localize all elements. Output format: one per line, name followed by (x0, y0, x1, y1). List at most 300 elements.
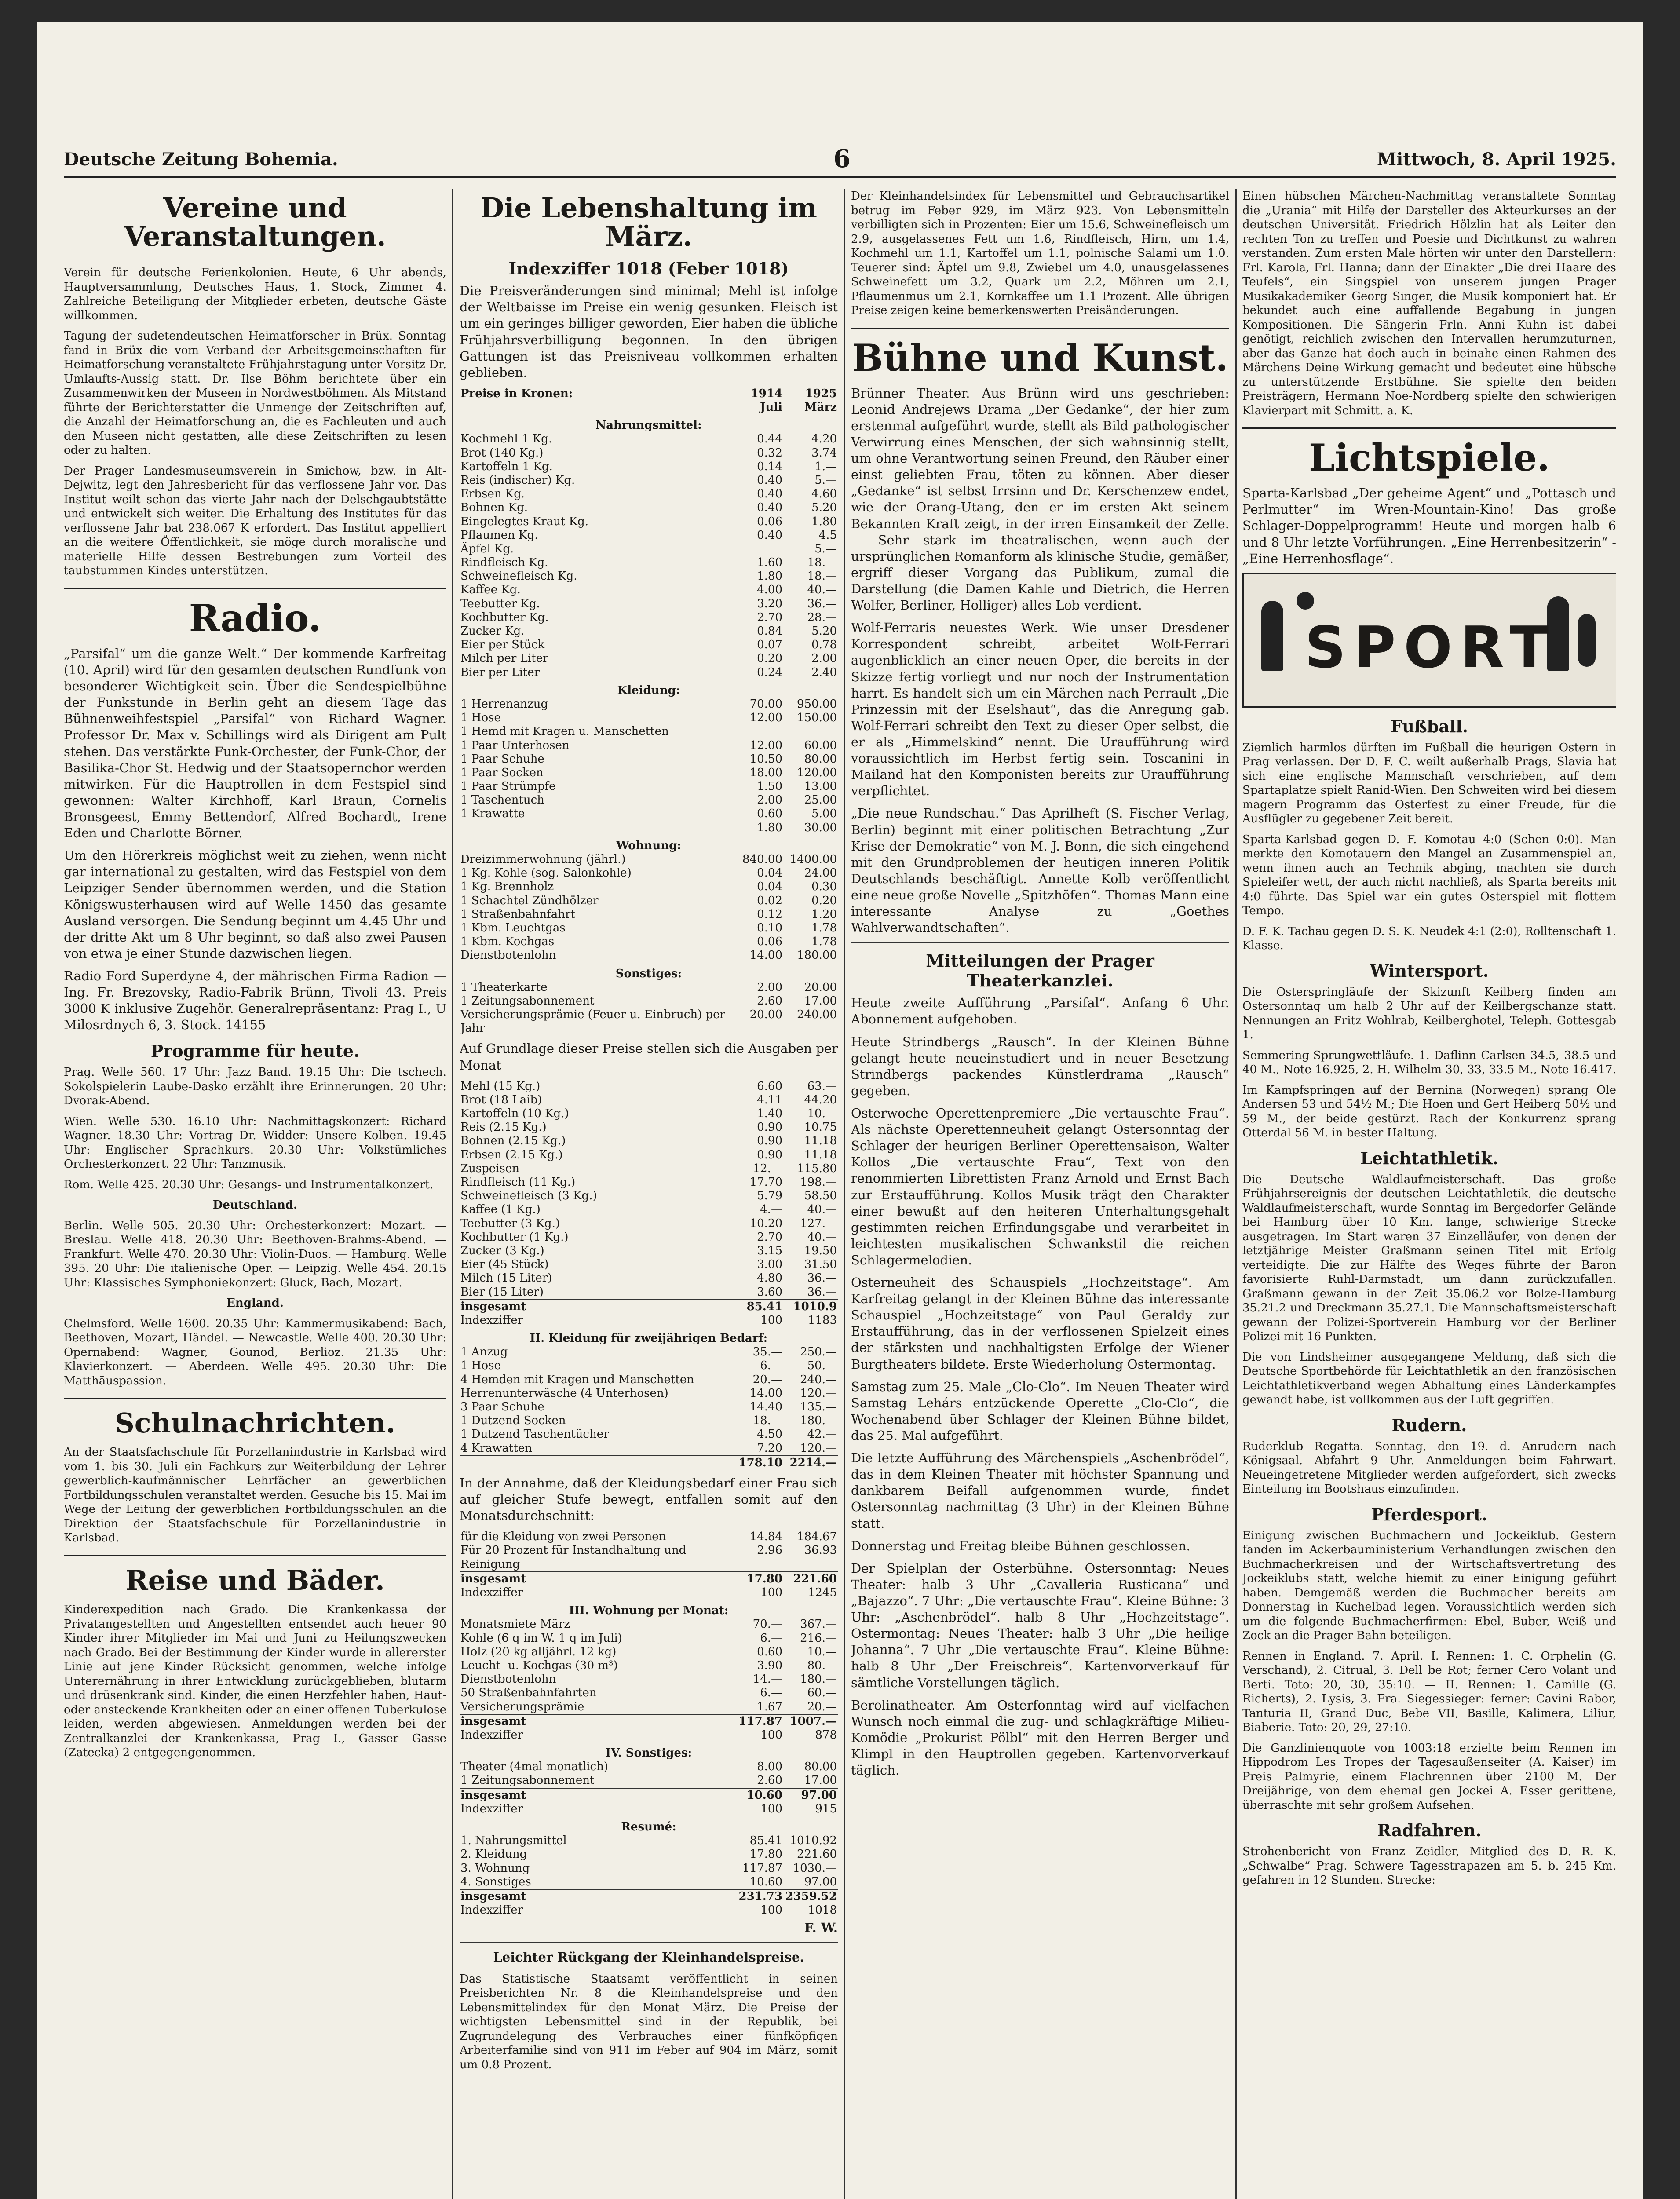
item-label: 3 Paar Schuhe (460, 1400, 544, 1414)
table-header-month: Juli (760, 401, 782, 414)
paper-name: Deutsche Zeitung Bohemia. (64, 149, 338, 170)
table-row (460, 1217, 838, 1231)
item-label: Rindfleisch Kg. (460, 556, 548, 570)
item-label: Bohnen Kg. (460, 501, 528, 515)
column-1 (64, 189, 446, 2199)
table-row (460, 935, 838, 949)
item-price: 0.90 (757, 1121, 782, 1134)
item-price: 11.18 (804, 1134, 837, 1148)
table-row (460, 1231, 838, 1244)
item-price: 12.00 (749, 738, 782, 752)
table-row (460, 597, 838, 611)
item-price (729, 725, 783, 738)
item-label: Theater (4mal monatlich) (460, 1760, 609, 1774)
table-row (460, 1345, 838, 1359)
subsection-title-pferdesport: Pferdesport. (1371, 1504, 1487, 1524)
item-label (460, 821, 729, 835)
item-label: Schweinefleisch (3 Kg.) (460, 1189, 597, 1203)
item-price: 2.96 (757, 1544, 782, 1557)
article-paragraph: Kinderexpedition nach Grado. Die Krankenkassa der Privatangestellten und Angestellten entsendet auch heuer 90 Kinder ihrer Mitglieder im Mai und Juni zu Heilungszwecken nach Grado. Bei der Bestimmung der Kinder wurde in allererster Linie auf jene Kinder Rücksicht genommen, welche infolge Unterernährung in ihrer Entwicklung zurückgeblieben, blutarm und drüsenkrank sind. Kinder, die einen Herzfehler haben, Haut- oder ansteckende Krankheiten oder an einer offenen Tuberkulose leiden, werden abgewiesen. Anmeldungen werden bei der Zentralkanzlei der Krankenkassa, Prag I., Gasser Gasse (Zatecka) 2 entgegengenommen. (64, 1603, 446, 1760)
item-price: 2.00 (811, 652, 837, 665)
item-price: 17.00 (804, 994, 837, 1008)
item-price: 58.50 (804, 1189, 837, 1203)
total-value: 117.87 (729, 1714, 783, 1728)
table-row (460, 625, 838, 638)
item-label: Milch per Liter (460, 652, 548, 665)
index-value: 1183 (807, 1313, 837, 1327)
item-price: 5.00 (811, 807, 837, 821)
table-row (460, 446, 838, 460)
item-price: 127.— (800, 1216, 837, 1230)
table-row (460, 908, 838, 921)
item-label: Herrenunterwäsche (4 Unterhosen) (460, 1386, 668, 1400)
item-price: 0.84 (757, 625, 782, 638)
item-label: Erbsen Kg. (460, 487, 525, 501)
item-label: 1 Taschentuch (460, 793, 544, 807)
item-price: 7.20 (757, 1441, 782, 1455)
table-row (460, 529, 838, 542)
total-value: 2214.— (783, 1456, 838, 1470)
item-price: 13.00 (804, 780, 837, 793)
article-paragraph: Die Preisveränderungen sind minimal; Mehl ist infolge der Weltbaisse im Preise ein wenig gesunken. Fleisch ist um ein geringes billiger geworden, Eier haben die übliche Frühjahrsverbilligung begonnen. In den übrigen Gattungen ist das Preisniveau vollkommen erhalten geblieben. (460, 283, 838, 380)
table-row (460, 921, 838, 935)
article-paragraph: Sparta-Karlsbad gegen D. F. Komotau 4:0 (Schen 0:0). Man merkte den Komotauern den Mangel an Zusammenspiel an, wenn ihnen auch an Technik abging, machten sie durch Spieleifer wett, der auch nicht nachließ, als Sparta bereits mit 4:0 führte. Das Spiel war ein gutes Osterspiel mit flottem Tempo. (1242, 833, 1616, 918)
item-label: Pflaumen Kg. (460, 528, 538, 542)
item-label: Bohnen (2.15 Kg.) (460, 1134, 566, 1148)
divider (64, 1398, 446, 1399)
item-price: 17.80 (749, 1848, 782, 1861)
total-value: 10.60 (729, 1788, 783, 1802)
item-label: Mehl (15 Kg.) (460, 1079, 541, 1093)
item-price: 1.78 (811, 935, 837, 949)
table-row (460, 1618, 838, 1631)
total-label: insgesamt (460, 1788, 729, 1802)
program-country: Deutschland. (212, 1198, 298, 1212)
table-row (460, 1162, 838, 1176)
item-price: 3.60 (757, 1285, 782, 1299)
item-price: 10.20 (749, 1216, 782, 1230)
item-label: Zucker Kg. (460, 625, 525, 638)
item-price: 19.50 (804, 1244, 837, 1257)
column-2 (460, 189, 838, 2199)
item-label: Erbsen (2.15 Kg.) (460, 1148, 563, 1162)
total-label: insgesamt (460, 1572, 729, 1586)
item-price: 12.00 (749, 711, 782, 725)
article-paragraph: Einigung zwischen Buchmachern und Jockeiklub. Gestern fanden im Ackerbauministerium Verhandlungen zwischen den Buchmacherkreisen und der Wirtschaftsvertretung des Jockeiklubs statt, welche hiemit zu einer Einigung geführt haben. Demgemäß werden die Buchmacher bereits am Donnerstag in Kuchelbad legen. Voraussichtlich werden sich um die folgende Buchmacherfirmen: Ebel, Buber, Weiß und Zock an die Prager Bahn beteiligen. (1242, 1529, 1616, 1643)
table-row (460, 556, 838, 570)
expense-table (460, 1080, 838, 1470)
section-title-reise: Reise und Bäder. (125, 1564, 385, 1596)
table-row (460, 1875, 838, 1889)
item-price: 240.00 (797, 1008, 837, 1022)
table-row (460, 1544, 838, 1571)
item-price: 0.32 (757, 446, 782, 460)
item-price: 4.00 (757, 583, 782, 597)
article-paragraph: Die Ganzlinienquote von 1003:18 erzielte beim Rennen im Hippodrom Les Tropes der Tagesaußenseiter (A. Kaiser) im Preis Palmyrie, einem Flachrennen über 2100 M. Der Dreijährige, von dem ehemal gen Jockei A. Esser gerittene, überraschte mit sehr großem Aufsehen. (1242, 1741, 1616, 1812)
index-value: 915 (815, 1802, 837, 1815)
item-label: Leucht- u. Kochgas (30 m³) (460, 1658, 618, 1672)
section-title-buehne: Bühne und Kunst. (852, 336, 1228, 380)
item-price: 0.06 (757, 515, 782, 528)
table-row (460, 1121, 838, 1134)
item-label: Äpfel Kg. (460, 542, 514, 555)
item-label: 1 Kbm. Leuchtgas (460, 921, 566, 935)
article-paragraph: Um den Hörerkreis möglichst weit zu ziehen, wenn nicht gar international zu gestalten, wird das Festspiel von dem Leipziger Sender übernommen werden, und die Station Königswusterhausen wird auf Welle 1450 das gesamte Ausland versorgen. Die Sendung beginnt um 4.45 Uhr und der dritte Akt um 8 Uhr beginnt, so daß also zwei Pausen von etwa je einer Stunde dazwischen liegen. (64, 848, 446, 961)
table-section: Wohnung: (616, 839, 681, 852)
table-row (460, 515, 838, 529)
table-row (460, 725, 838, 738)
index-value: 1245 (807, 1586, 837, 1600)
item-label: Kochbutter Kg. (460, 610, 549, 624)
table-row (460, 1387, 838, 1400)
item-price: 184.67 (797, 1530, 837, 1544)
item-label: Eingelegtes Kraut Kg. (460, 515, 589, 528)
table-row (460, 1774, 838, 1788)
total-value: 1007.— (783, 1714, 838, 1728)
table-row (460, 474, 838, 487)
item-price: 35.— (752, 1345, 782, 1359)
item-label: Kartoffeln (10 Kg.) (460, 1107, 569, 1121)
subsection-title-fussball: Fußball. (1390, 716, 1468, 736)
item-label: Kochbutter (1 Kg.) (460, 1230, 569, 1244)
item-price: 18.— (807, 556, 837, 570)
item-price: 6.— (760, 1359, 782, 1373)
item-price: 63.— (807, 1079, 837, 1093)
table-row (460, 1148, 838, 1162)
item-label: Schweinefleisch Kg. (460, 570, 577, 583)
item-price: 0.20 (811, 894, 837, 907)
column-3 (851, 189, 1229, 2199)
item-label: 1 Paar Schuhe (460, 752, 544, 766)
item-price: 1.80 (757, 821, 782, 834)
item-price: 120.— (800, 1441, 837, 1455)
table-header-year: 1914 (750, 387, 782, 400)
item-price: 1.80 (811, 515, 837, 528)
item-label: 3. Wohnung (460, 1861, 530, 1875)
item-label: 1 Dutzend Socken (460, 1414, 566, 1428)
item-price: 0.10 (757, 921, 782, 935)
divider (851, 328, 1229, 329)
item-price: 2.40 (811, 665, 837, 679)
item-price: 60.00 (804, 738, 837, 752)
table-row (460, 1834, 838, 1848)
item-label: 1 Dutzend Taschentücher (460, 1428, 609, 1441)
total-value: 1010.9 (783, 1300, 838, 1314)
item-label: Dreizimmerwohnung (jährl.) (460, 853, 626, 866)
item-price: 80.00 (804, 1760, 837, 1774)
item-price: 0.04 (757, 866, 782, 880)
item-price: 10.75 (804, 1121, 837, 1134)
item-price: 2.70 (757, 610, 782, 624)
table-section: IV. Sonstiges: (605, 1746, 692, 1760)
column-rule (844, 189, 845, 2199)
item-price: 950.00 (797, 697, 837, 711)
table-row (460, 487, 838, 501)
item-label: Reis (indischer) Kg. (460, 473, 575, 487)
item-price: 216.— (800, 1631, 837, 1645)
item-price: 3.74 (811, 446, 837, 460)
item-price: 0.90 (757, 1148, 782, 1162)
item-price: 70.00 (749, 697, 782, 711)
ball-icon (1297, 592, 1314, 610)
item-price: 17.70 (749, 1176, 782, 1189)
item-label: 1. Nahrungsmittel (460, 1834, 567, 1848)
item-label: 1 Kg. Kohle (sog. Salonkohle) (460, 866, 632, 880)
table-row (460, 853, 838, 866)
item-price: 0.14 (757, 460, 782, 473)
article-paragraph: Donnerstag und Freitag bleibe Bühnen geschlossen. (851, 1538, 1191, 1553)
item-price: 0.40 (757, 528, 782, 542)
subsection-title-leichtathletik: Leichtathletik. (1360, 1148, 1498, 1168)
article-paragraph: Berolinatheater. Am Osterfonntag wird auf vielfachen Wunsch noch einmal die zug- und schlagkräftige Milieu-Komödie „Prokurist Pölbl“ mit den Herren Berger und Klimpl in den Hauptrollen gegeben. Kartenvorverkauf täglich. (851, 1697, 1229, 1778)
item-label: 1 Paar Unterhosen (460, 738, 570, 752)
article-paragraph: Einen hübschen Märchen-Nachmittag veranstaltete Sonntag die „Urania“ mit Hilfe der Darsteller des Akteurkurses an der deutschen Universität. Friedrich Hölzlin hat als Leiter den rechten Ton zu treffen und Poesie und Dichtkunst zu wahren verstanden. Zum ersten Male hörten wir unter den Darstellern: Frl. Karola, Frl. Hanna; dann der Einakter „Die drei Haare des Teufels“, ein Singspiel von unserem jungen Prager Musikakademiker Georg Singer, die Musik komponiert hat. Er bekundet auch eine auffallende Begabung in jungen Kompositionen. Die Sängerin Frln. Anni Kuhn ist dabei genötigt, reichlich zwischen den Intervallen herumzuturnen, aber das Ganze hat doch auch in beinahe einen Rahmen des Märchens Deine Wirkung gemacht und bedeutet eine hübsche zu unterstützende Erstbühne. Sie spielte den beiden Preisträgern, Hermann Noe-Nordberg spielte den schwierigen Klavierpart mit Schmitt. a. K. (1242, 190, 1616, 417)
table-row (460, 1645, 838, 1659)
table-row (460, 1632, 838, 1645)
subsection-title-wintersport: Wintersport. (1370, 961, 1489, 981)
article-paragraph: Osterneuheit des Schauspiels „Hochzeitstage“. Am Karfreitag gelangt in der Kleinen Bühne das interessante Schauspiel „Hochzeitstage“ von Paul Geraldy zur Erstaufführung, das in der verflossenen Spielzeit eines der stärksten und nachhaltigsten Erfolge der Wiener Burgtheaters bildete. Erste Wiederholung Ostermontag. (851, 1275, 1229, 1372)
table-row (460, 766, 838, 780)
table-row (460, 460, 838, 474)
item-label: Versicherungsprämie (460, 1700, 584, 1713)
item-price: 180.— (800, 1414, 837, 1428)
item-price: 4.11 (757, 1093, 782, 1107)
table-row (460, 752, 838, 766)
table-row (460, 1673, 838, 1686)
item-label: Teebutter (3 Kg.) (460, 1216, 560, 1230)
table-row (460, 1271, 838, 1285)
item-label: 1 Zeitungsabonnement (460, 994, 595, 1008)
table-row (460, 866, 838, 880)
item-price (783, 725, 838, 738)
item-price: 85.41 (749, 1834, 782, 1848)
table-row (460, 949, 838, 962)
index-value: 100 (760, 1313, 782, 1327)
item-price: 10.60 (749, 1875, 782, 1889)
item-label: Brot (18 Laib) (460, 1093, 542, 1107)
subsection-title-radfahren: Radfahren. (1377, 1820, 1482, 1841)
table-row (460, 793, 838, 807)
item-price: 0.04 (757, 880, 782, 894)
item-price: 80.00 (804, 752, 837, 766)
item-price: 14.40 (749, 1400, 782, 1414)
item-label: Eier (45 Stück) (460, 1258, 549, 1271)
item-price: 5.20 (811, 501, 837, 515)
item-price: 0.40 (757, 487, 782, 501)
item-price: 20.00 (749, 1008, 782, 1022)
item-label: 1 Hose (460, 711, 501, 725)
item-label: 1 Zeitungsabonnement (460, 1774, 595, 1787)
item-price: 44.20 (804, 1093, 837, 1107)
author-signature: F. W. (804, 1920, 838, 1936)
table-row (460, 1244, 838, 1258)
item-label: 1 Anzug (460, 1345, 508, 1359)
table-row (460, 1134, 838, 1148)
item-price (729, 542, 783, 556)
item-price: 6.— (760, 1686, 782, 1700)
table-row (460, 542, 838, 556)
item-price: 6.60 (757, 1079, 782, 1093)
item-price: 250.— (800, 1345, 837, 1359)
item-price: 14.— (752, 1673, 782, 1686)
item-label: 2. Kleidung (460, 1848, 527, 1861)
item-price: 1030.— (793, 1861, 837, 1875)
item-price: 10.— (807, 1107, 837, 1121)
item-price: 42.— (807, 1428, 837, 1441)
article-paragraph: Ziemlich harmlos dürften im Fußball die heurigen Ostern in Prag verlassen. Der D. F. C. weilt außerhalb Prags, Slavia hat sich eine englische Mannschaft verschrieben, auf dem Spartaplatze spielt Ranid-Wien. Den Schweiten wird bei diesem magern Programm das Osterfest zu einer Freude, für die Ausflügler zu gegebener Zeit bereit. (1242, 741, 1616, 826)
item-label: Kohle (6 q im W. 1 q im Juli) (460, 1631, 622, 1645)
table-row (460, 981, 838, 994)
item-price: 1010.92 (789, 1834, 837, 1848)
item-price: 20.— (807, 1700, 837, 1713)
item-price: 11.18 (804, 1148, 837, 1162)
item-price: 2.60 (757, 994, 782, 1008)
issue-date: Mittwoch, 8. April 1925. (1377, 149, 1616, 170)
item-label: Eier per Stück (460, 638, 545, 652)
article-paragraph: Semmering-Sprungwettläufe. 1. Daflinn Carlsen 34.5, 38.5 und 40 M., Note 16.925, 2. H. Wilhelm 30, 33, 33.5 M., Note 16.417. (1242, 1048, 1616, 1077)
item-label: Bier (15 Liter) (460, 1285, 544, 1299)
item-price: 0.78 (811, 638, 837, 652)
table-section: Nahrungsmittel: (595, 419, 702, 432)
item-price: 60.— (807, 1686, 837, 1700)
item-price: 0.24 (757, 665, 782, 679)
item-price: 0.44 (757, 432, 782, 446)
item-price: 2.70 (757, 1230, 782, 1244)
article-paragraph: Brünner Theater. Aus Brünn wird uns geschrieben: Leonid Andrejews Drama „Der Gedanke“, der hier zum erstenmal aufgeführt wurde, stellt als Bild pathologischer Verwirrung eines Menschen, der sich wahnsinnig stellt, um ohne Verantwortung seinen Freund, den Räuber einer einst geliebten Frau, töten zu können. Aber dieser „Gedanke“ ist selbst Irrsinn und Dr. Kerschenzew endet, wie der Orang-Utang, den er im ersten Akt seinem Bekannten Kraft zeigt, in der irren Einsamkeit der Zelle. — Sehr stark im theatralischen, wenn auch der ursprünglichen Romanform als klinische Studie, gemäßer, ergriff dieser Vorgang das Publikum, zumal die Darstellung (die Damen Kahle und Dietrich, die Herren Wolfer, Berliner, Holliger) alles Lob verdient. (851, 385, 1229, 613)
item-price: 1.60 (757, 556, 782, 570)
article-paragraph: Der Spielplan der Osterbühne. Ostersonntag: Neues Theater: halb 3 Uhr „Cavalleria Rusticana“ und „Bajazzo“. 7 Uhr: „Die vertauschte Frau“. Kleine Bühne: 3 Uhr: „Aschenbrödel“. halb 8 Uhr „Hochzeitstage“. Ostermontag: Neues Theater: halb 3 Uhr „Die heilige Johanna“. 7 Uhr „Die vertauschte Frau“. Kleine Bühne: halb 8 Uhr „Der Freischreis“. Kartenvorverkauf für sämtliche Vorstellungen täglich. (851, 1560, 1229, 1690)
item-price: 180.— (800, 1673, 837, 1686)
item-label: Reis (2.15 Kg.) (460, 1121, 547, 1134)
table-row (460, 994, 838, 1008)
item-label: 1 Paar Strümpfe (460, 780, 556, 793)
table-header-month: März (804, 401, 837, 414)
item-label: 1 Theaterkarte (460, 980, 548, 994)
item-price: 28.— (807, 610, 837, 624)
table-row (460, 652, 838, 665)
article-paragraph: Heute Strindbergs „Rausch“. In der Kleinen Bühne gelangt heute neueinstudiert und in neuer Besetzung Strindbergs packendes Künstlerdrama „Rausch“ gegeben. (851, 1034, 1229, 1098)
item-price: 0.90 (757, 1134, 782, 1148)
table-row (460, 1189, 838, 1203)
item-price: 180.00 (797, 949, 837, 962)
divider (64, 588, 446, 589)
table-row (460, 1686, 838, 1700)
program-entry: Chelmsford. Welle 1600. 20.35 Uhr: Kammermusikabend: Bach, Beethoven, Mozart, Händel. — Newcastle. Welle 400. 20.30 Uhr: Opernabend: Wagner, Gounod, Berlioz. 21.35 Uhr: Klavierkonzert. — Aberdeen. Welle 495. 20.30 Uhr: Die Matthäuspassion. (64, 1317, 446, 1388)
item-price: 80.— (807, 1658, 837, 1672)
table-section: Sonstiges: (615, 967, 682, 980)
item-price: 18.00 (749, 766, 782, 779)
total-value: 2359.52 (783, 1889, 838, 1903)
table-row (460, 1530, 838, 1544)
item-price: 10.— (807, 1645, 837, 1658)
table-row (460, 570, 838, 583)
item-price: 5.— (814, 473, 837, 487)
article-paragraph: Im Kampfspringen auf der Bernina (Norwegen) sprang Ole Andersen 53 und 54½ M.; Die Hoen und Gert Heiberg 50½ und 59 M., der beide gestürzt. Rach der Konkurrenz sprang Otterdal 56 M. in bester Haltung. (1242, 1083, 1616, 1140)
item-price: 3.90 (757, 1658, 782, 1672)
item-label: Holz (20 kg alljährl. 12 kg) (460, 1645, 617, 1658)
item-price: 0.40 (757, 501, 782, 515)
article-paragraph: Die letzte Aufführung des Märchenspiels „Aschenbrödel“, das in dem Kleinen Theater mit höchster Spannung und dankbarem Beifall aufgenommen wurde, findet Ostersonntag nachmittag (3 Uhr) in der Kleinen Bühne statt. (851, 1450, 1229, 1531)
total-value: 178.10 (729, 1456, 783, 1470)
index-value: 100 (760, 1802, 782, 1815)
column-4 (1242, 189, 1616, 2199)
item-price: 4.— (760, 1203, 782, 1216)
item-label: Versicherungsprämie (Feuer u. Einbruch) per Jahr (460, 1008, 725, 1035)
item-price: 0.12 (757, 907, 782, 921)
item-price: 17.00 (804, 1774, 837, 1787)
section-title-lichtspiele: Lichtspiele. (1309, 436, 1550, 479)
item-price: 4.5 (818, 528, 837, 542)
item-price: 120.00 (797, 766, 837, 779)
table-row (460, 711, 838, 725)
divider (64, 1555, 446, 1556)
section-title-radio: Radio. (189, 596, 321, 640)
article-paragraph: Radio Ford Superdyne 4, der mährischen Firma Radion — Ing. Fr. Brezovsky, Radio-Fabrik Brünn, Tivoli 43. Preis 3000 K inklusive Zugehör. Generalrepräsentanz: Prag I., U Milosrdnych 6, 3. Stock. 14155 (64, 968, 446, 1033)
item-price: 25.00 (804, 793, 837, 807)
index-value: 878 (815, 1728, 837, 1742)
item-price: 3.20 (757, 597, 782, 610)
item-label: 1 Paar Socken (460, 766, 544, 779)
item-price: 4.20 (811, 432, 837, 446)
item-price: 10.50 (749, 752, 782, 766)
item-price: 12.— (752, 1162, 782, 1175)
item-label: Teebutter Kg. (460, 597, 540, 610)
item-price: 40.— (807, 1230, 837, 1244)
table-row (460, 1862, 838, 1875)
item-price: 221.60 (797, 1848, 837, 1861)
item-label: 4 Krawatten (460, 1441, 532, 1455)
item-price: 1400.00 (789, 853, 837, 866)
item-price: 36.— (807, 1285, 837, 1299)
subsection-title-programme: Programme für heute. (150, 1041, 360, 1061)
item-price: 240.— (800, 1373, 837, 1386)
sport-banner-illustration (1242, 573, 1616, 708)
item-label: 1 Krawatte (460, 807, 525, 821)
total-label: insgesamt (460, 1889, 729, 1903)
item-price: 50.— (807, 1359, 837, 1373)
index-value: 100 (760, 1586, 782, 1600)
sport-banner-word: SPORT (1304, 614, 1557, 681)
item-price: 0.60 (757, 1645, 782, 1658)
item-price: 0.20 (757, 652, 782, 665)
item-price: 4.80 (757, 1271, 782, 1285)
article-paragraph: Das Statistische Staatsamt veröffentlicht in seinen Preisberichten Nr. 8 die Kleinhandelspreise und den Lebensmittelindex für den Monat März. Die Preise der wichtigsten Lebensmittel sind in der Republik, bei Zugrundelegung des Verbrauches einer fünfköpfigen Arbeiterfamilie sind von 911 im Feber auf 904 im März, somit um 0.8 Prozent. (460, 1972, 838, 2071)
table-row (460, 698, 838, 711)
divider (1242, 427, 1616, 429)
item-label: Kartoffeln 1 Kg. (460, 460, 553, 473)
table-row (460, 1760, 838, 1774)
total-value: 85.41 (729, 1300, 783, 1314)
article-paragraph: Sparta-Karlsbad „Der geheime Agent“ und „Pottasch und Perlmutter“ im Wren-Mountain-Kino! Das große Schlager-Doppelprogramm! Heute und morgen halb 6 und 8 Uhr letzte Vorführungen. „Eine Herrenbesitzerin“ - „Eine Herrenhosflage“. (1242, 486, 1616, 566)
article-paragraph: Ruderklub Regatta. Sonntag, den 19. d. Anrudern nach Königsaal. Abfahrt 9 Uhr. Anmeldungen beim Fahrwart. Neueingetretene Mitglieder werden aufgefordert, sich zwecks Einteilung im Bootshaus einzufinden. (1242, 1439, 1616, 1496)
article-paragraph: An der Staatsfachschule für Porzellanindustrie in Karlsbad wird vom 1. bis 30. Juli ein Fachkurs zur Weiterbildung der Lehrer gewerblich-kaufmännischer Lehrfächer an gewerblichen Fortbildungsschulen veranstaltet werden. Gesuche bis 15. Mai im Wege der Leitung der gewerblichen Fortbildungsschulen an die Direktion der Staatsfachschule für Porzellanindustrie in Karlsbad. (64, 1446, 446, 1545)
article-paragraph: Heute zweite Aufführung „Parsifal“. Anfang 6 Uhr. Abonnement aufgehoben. (851, 995, 1229, 1027)
item-price: 115.80 (797, 1162, 837, 1175)
item-price: 0.06 (757, 935, 782, 949)
table-header-year: 1925 (805, 387, 837, 400)
column-rule (452, 189, 453, 2199)
table-row (460, 1700, 838, 1714)
item-price: 840.00 (742, 853, 782, 866)
item-price: 2.00 (757, 793, 782, 807)
table-row (460, 432, 838, 446)
table-row (460, 1286, 838, 1300)
index-label: Indexziffer (460, 1728, 523, 1742)
item-price: 3.15 (757, 1244, 782, 1257)
expense-table (460, 1530, 838, 1917)
program-entry: Wien. Welle 530. 16.10 Uhr: Nachmittagskonzert: Richard Wagner. 18.30 Uhr: Vortrag Dr. Widder: Unsere Kolben. 19.45 Uhr: Englischer Sprachkurs. 20.30 Uhr: Volkstümliches Orchesterkonzert. 22 Uhr: Tanzmusik. (64, 1114, 446, 1171)
index-value: 100 (760, 1728, 782, 1742)
